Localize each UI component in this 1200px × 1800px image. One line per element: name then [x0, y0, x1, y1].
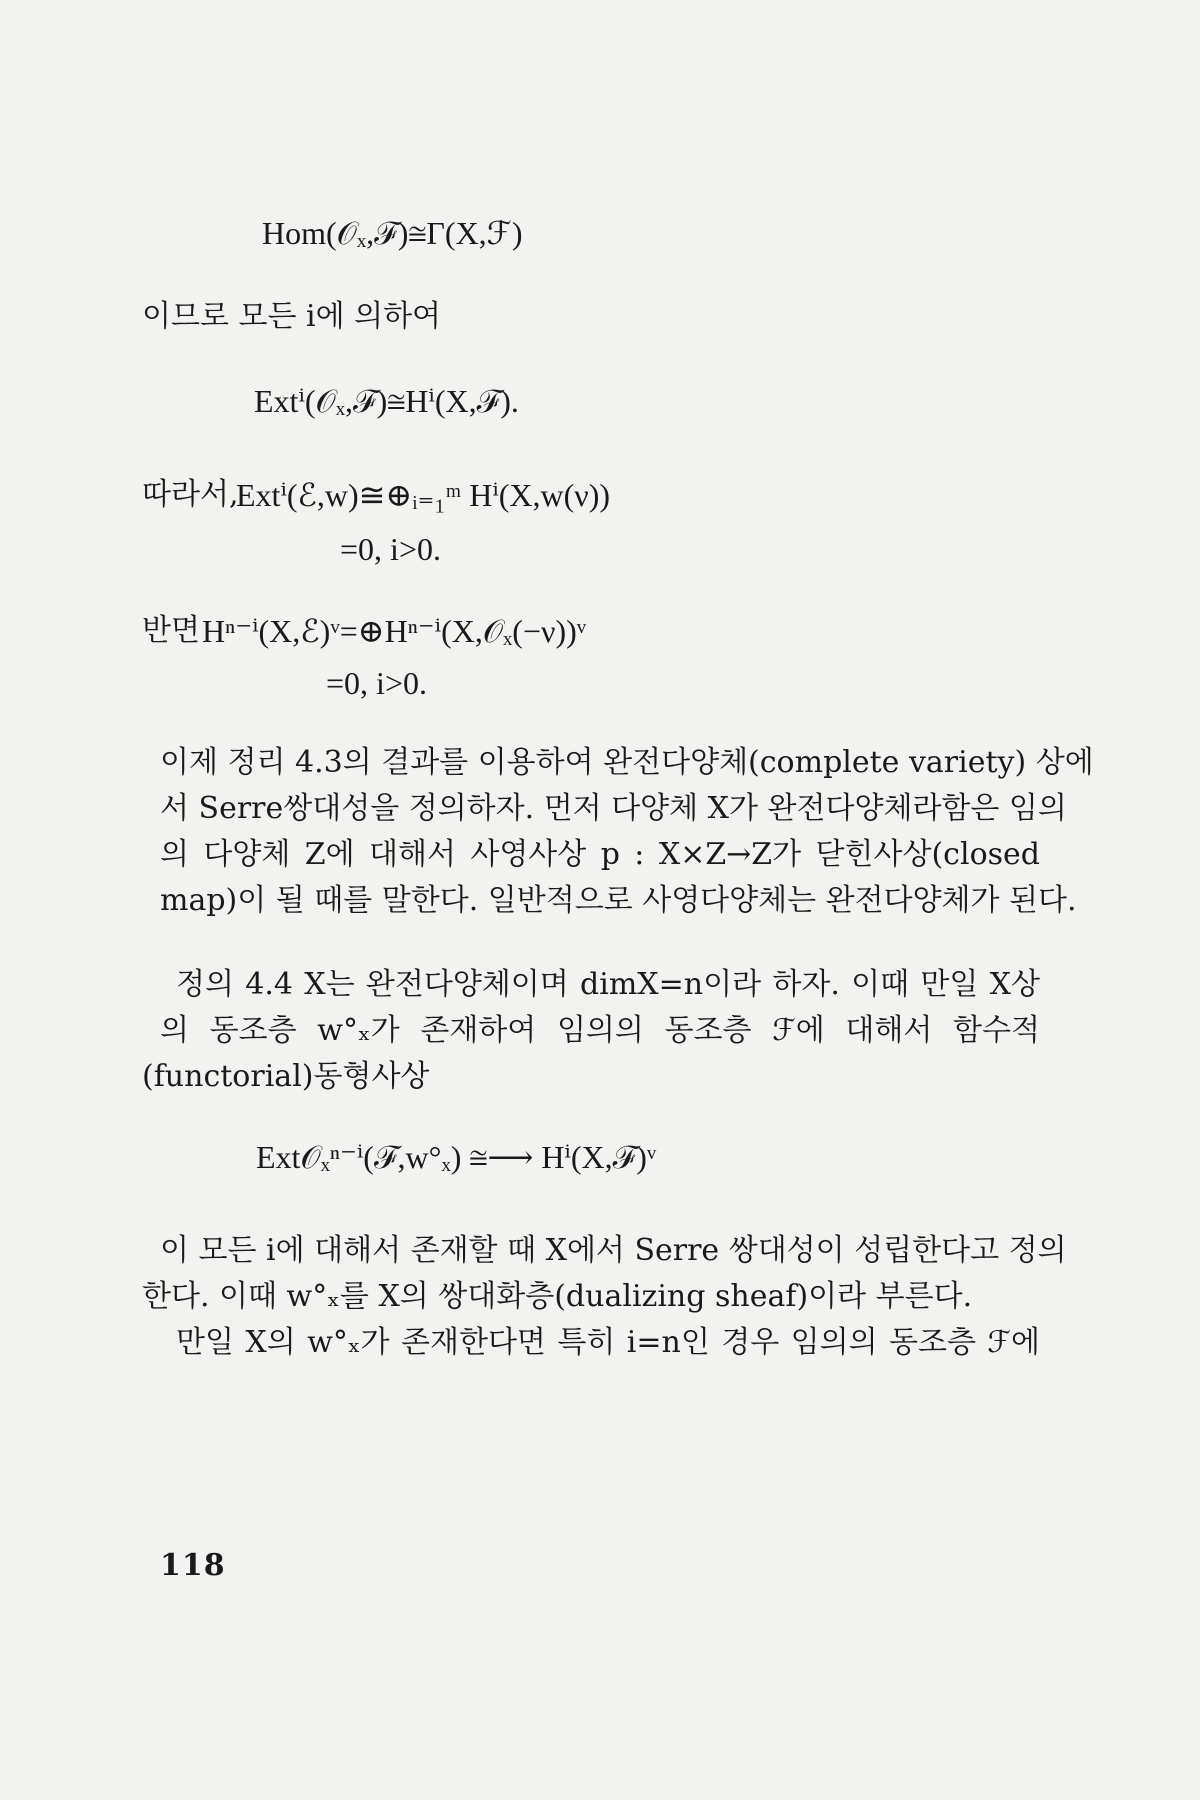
equation-serre-duality: Ext𝒪ₓⁿ⁻ⁱ(ℱ,w°ₓ) ≅⟶ Hⁱ(X,ℱ)ᵛ: [256, 1139, 657, 1175]
paragraph-line: 이제 정리 4.3의 결과를 이용하여 완전다양체(complete variety) 상에: [160, 745, 1094, 780]
equation-label: 따라서,: [142, 477, 239, 512]
definition-line: (functorial)동형사상: [142, 1059, 430, 1094]
equation-ext: Extⁱ(𝒪ₓ,ℱ)≅Hⁱ(X,ℱ).: [254, 383, 519, 419]
page-number: 118: [160, 1548, 226, 1583]
paragraph-line: 한다. 이때 w°ₓ를 X의 쌍대화층(dualizing sheaf)이라 부른다.: [142, 1279, 973, 1314]
definition-line: 의 동조층 w°ₓ가 존재하여 임의의 동조층 ℱ에 대해서 함수적: [160, 1013, 1040, 1048]
paragraph-line: 만일 X의 w°ₓ가 존재한다면 특히 i=n인 경우 임의의 동조층 ℱ에: [176, 1325, 1040, 1360]
equation-ext-sum: Extⁱ(ℰ,w)≅⊕ᵢ₌₁ᵐ Hⁱ(X,w(ν)): [236, 477, 611, 513]
paragraph-line: 이 모든 i에 대해서 존재할 때 X에서 Serre 쌍대성이 성립한다고 정의: [160, 1233, 1067, 1268]
definition-line: 정의 4.4 X는 완전다양체이며 dimX=n이라 하자. 이때 만일 X상: [176, 967, 1040, 1002]
equation-zero: =0, i>0.: [340, 531, 441, 567]
equation-dual-cohomology: Hⁿ⁻ⁱ(X,ℰ)ᵛ=⊕Hⁿ⁻ⁱ(X,𝒪ₓ(−ν))ᵛ: [202, 613, 587, 649]
paragraph-line: 서 Serre쌍대성을 정의하자. 먼저 다양체 X가 완전다양체라함은 임의: [160, 791, 1067, 826]
text-line: 이므로 모든 i에 의하여: [142, 299, 442, 334]
paragraph-line: map)이 될 때를 말한다. 일반적으로 사영다양체는 완전다양체가 된다.: [160, 883, 1077, 918]
paragraph-line: 의 다양체 Z에 대해서 사영사상 p : X×Z→Z가 닫힌사상(closed: [160, 837, 1040, 872]
equation-hom: Hom(𝒪ₓ,ℱ)≅Γ(X,ℱ): [262, 215, 523, 251]
equation-zero: =0, i>0.: [326, 665, 427, 701]
equation-label: 반면: [142, 613, 200, 648]
